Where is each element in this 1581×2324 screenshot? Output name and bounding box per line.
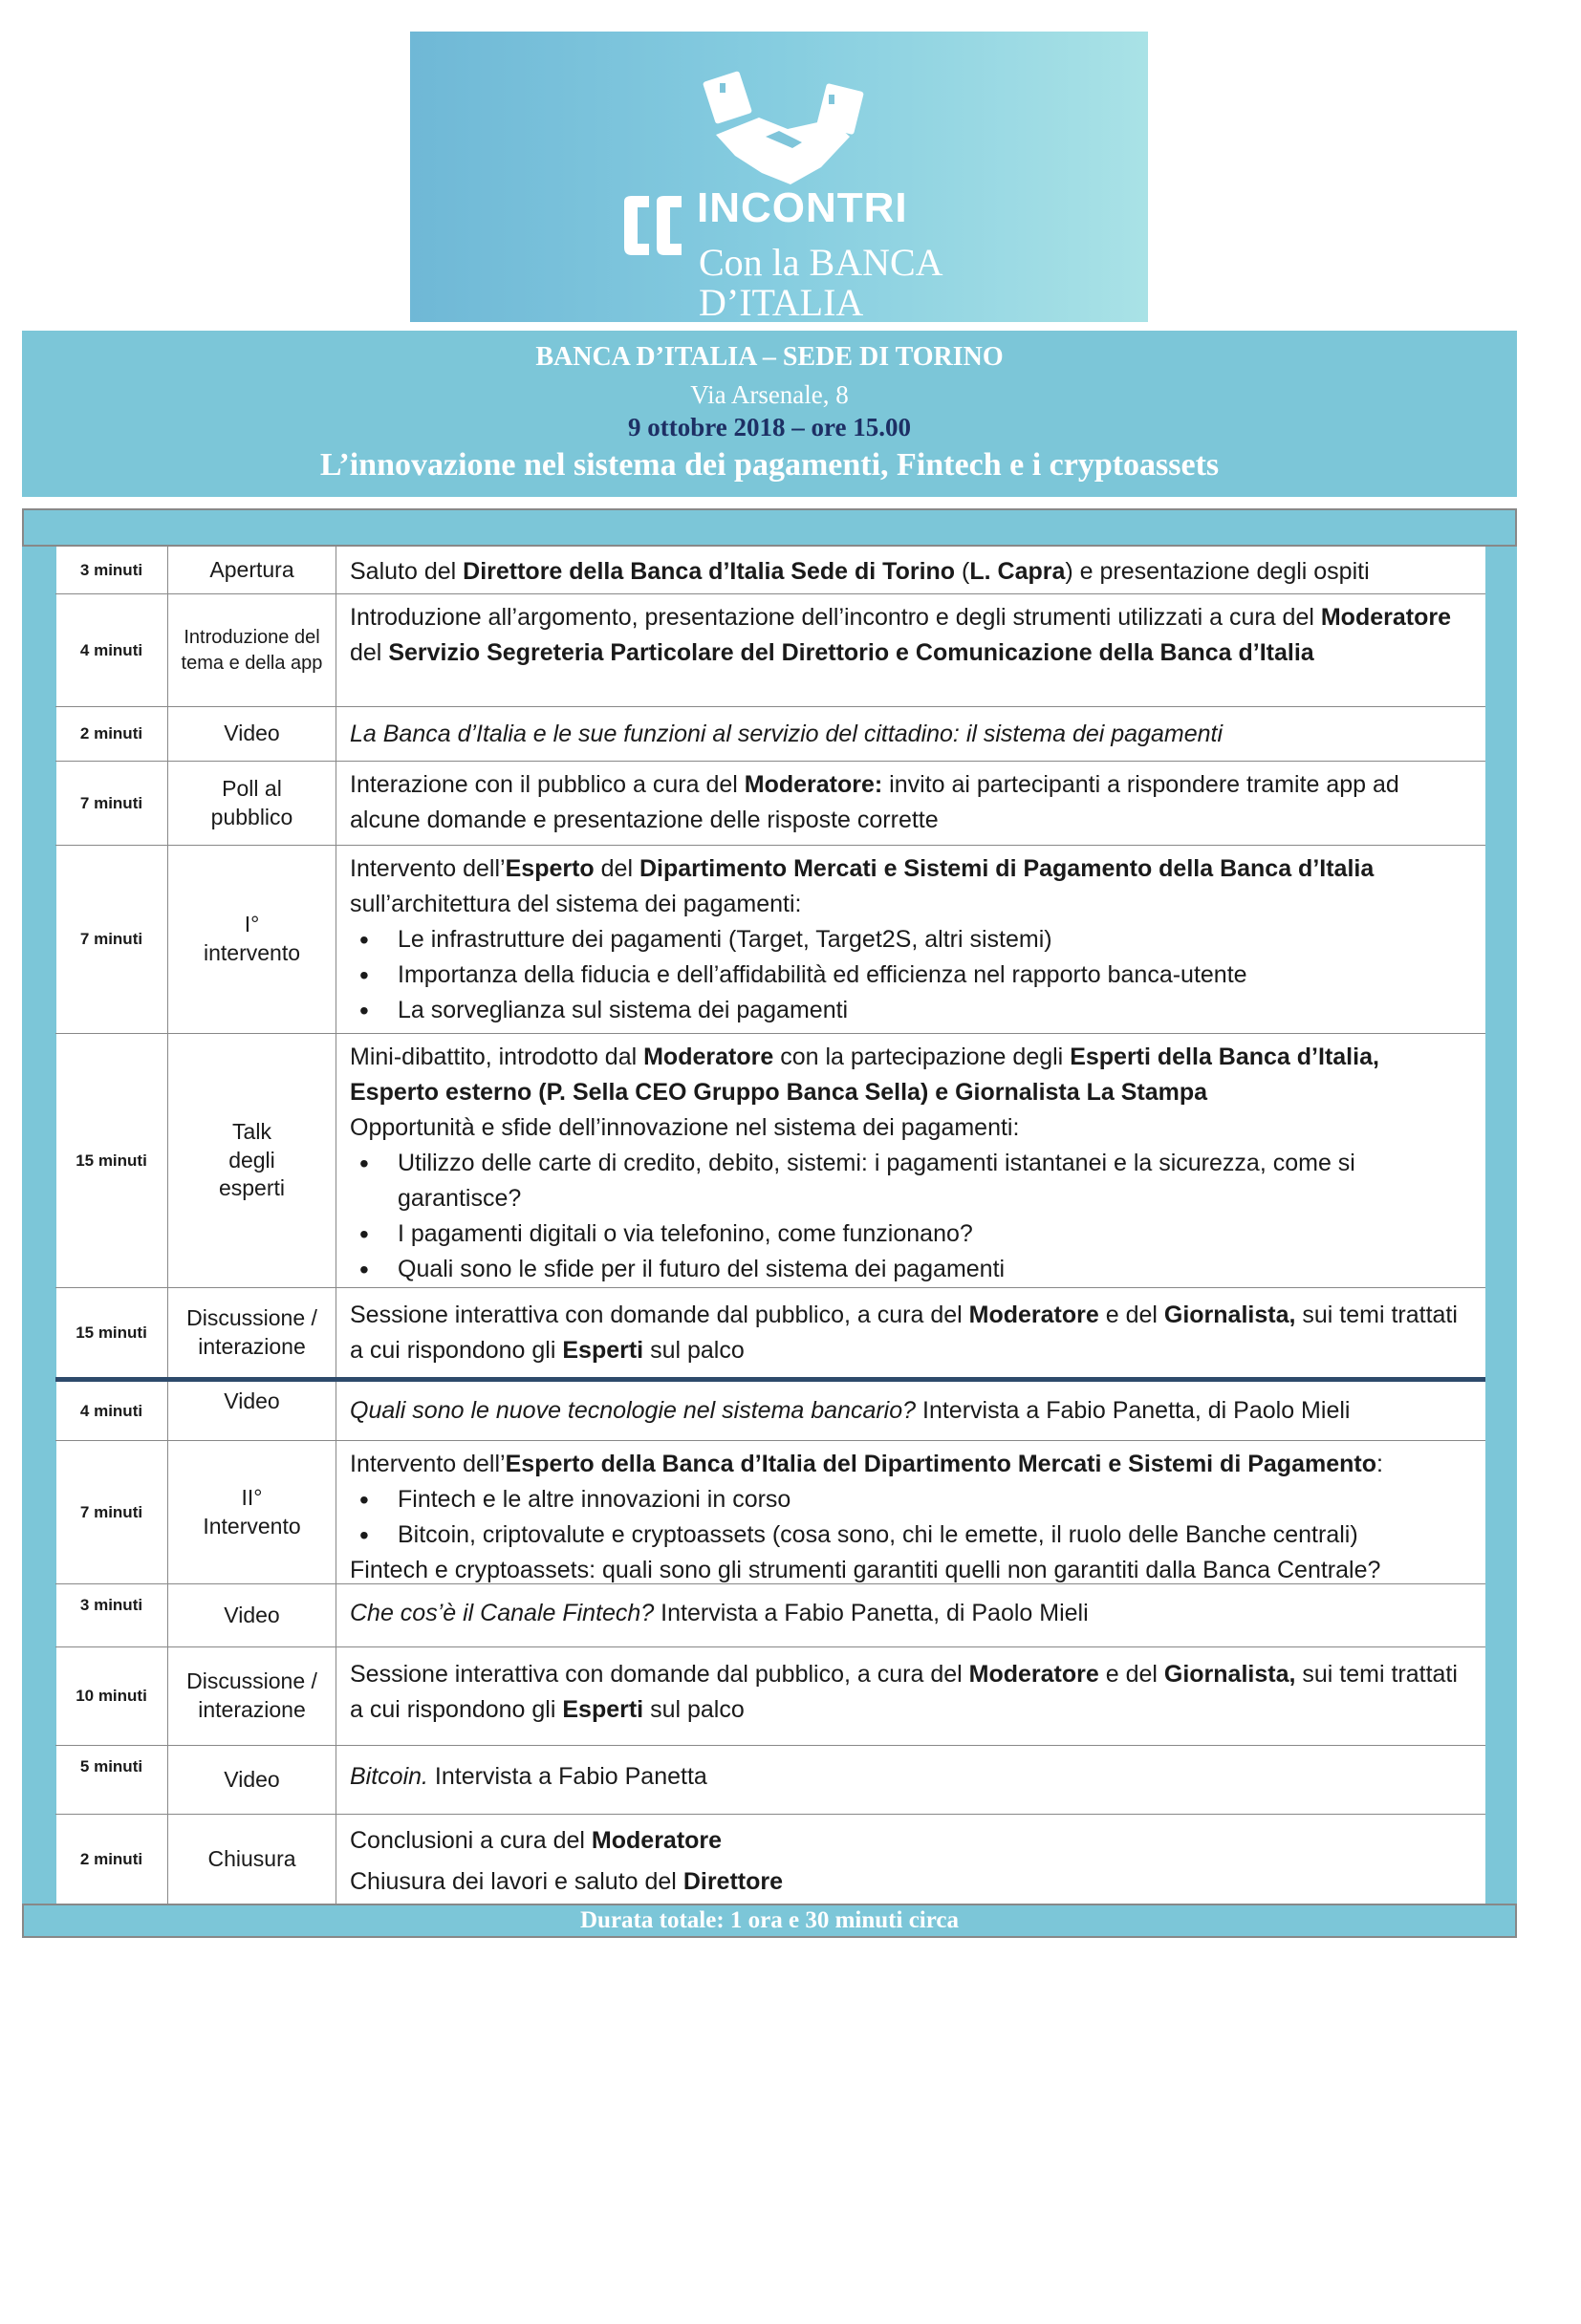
row-description: Interazione con il pubblico a cura del Moderatore: invito ai partecipanti a rispondere tramite app ad alcune domande e presentazione delle risposte corrette bbox=[350, 771, 1399, 833]
logo-line-ditalia: D’ITALIA bbox=[699, 281, 864, 322]
table-row bbox=[55, 707, 1485, 762]
table-row bbox=[55, 1382, 1485, 1441]
schedule-right-strip bbox=[1485, 547, 1517, 1904]
bullet-list bbox=[350, 922, 1472, 1028]
table-row bbox=[55, 1584, 1485, 1647]
bullet-list bbox=[350, 1482, 1472, 1553]
table-row bbox=[55, 1815, 1485, 1904]
row-type: Discussione / interazione bbox=[168, 1288, 336, 1377]
list-item: • Le infrastrutture dei pagamenti (Target, Target2S, altri sistemi) bbox=[398, 922, 1472, 958]
row-type: Poll al pubblico bbox=[168, 762, 336, 845]
row-description: Sessione interattiva con domande dal pubblico, a cura del Moderatore e del Giornalista, sui temi trattati a cui rispondono gli Esperti sul palco bbox=[350, 1661, 1458, 1723]
row-duration: 7 minuti bbox=[55, 1441, 168, 1583]
section-label-first: 2PRIMA PARTE bbox=[54, 1435, 73, 1560]
event-title: L’innovazione nel sistema dei pagamenti, Fintech e i cryptoassets bbox=[319, 447, 1220, 483]
row-description: Saluto del Direttore della Banca d’Italia Sede di Torino (L. Capra) e presentazione degli ospiti bbox=[350, 558, 1370, 585]
table-row bbox=[55, 846, 1485, 1034]
row-duration: 7 minuti bbox=[55, 762, 168, 845]
table-row bbox=[55, 762, 1485, 846]
row-duration: 7 minuti bbox=[55, 846, 168, 1033]
row-description: Conclusioni a cura del Moderatore Chiusura dei lavori e saluto del Direttore bbox=[350, 1827, 783, 1895]
row-type: Video bbox=[168, 1746, 336, 1814]
list-item: • Bitcoin, criptovalute e cryptoassets (cosa sono, chi le emette, il ruolo delle Banche centrali) bbox=[398, 1517, 1472, 1553]
row-description: Mini-dibattito, introdotto dal Moderatore con la partecipazione degli Esperti della Banca d’Italia, Esperto esterno (P. Sella CEO Gruppo Banca Sella) e Giornalista La Stampa Opportunità e sfide dell’innovazione nel sistema dei pagamenti: • Utilizzo delle carte di credito, debito, sistemi: i pagamenti istantanei e la sicurezza, come si garantisce? • I pagamenti digitali o via telefonino, come funzionano? • Quali sono le sfide per il futuro del sistema dei pagamenti bbox=[336, 1034, 1485, 1287]
table-row bbox=[55, 1288, 1485, 1377]
row-duration: 4 minuti bbox=[55, 594, 168, 706]
list-item: • Importanza della fiducia e dell’affidabilità ed efficienza nel rapporto banca-utente bbox=[398, 958, 1472, 993]
handshake-icon bbox=[687, 60, 878, 204]
row-duration: 2 minuti bbox=[55, 707, 168, 761]
section-side-strip bbox=[22, 547, 73, 2292]
row-description: Quali sono le nuove tecnologie nel sistema bancario? Intervista a Fabio Panetta, di Paolo Mieli bbox=[350, 1397, 1351, 1424]
venue-address: Via Arsenale, 8 bbox=[690, 380, 849, 409]
row-duration: 4 minuti bbox=[55, 1382, 168, 1440]
row-description: Bitcoin. Intervista a Fabio Panetta bbox=[350, 1763, 707, 1790]
quote-mark-icon bbox=[620, 192, 695, 259]
table-row bbox=[55, 1441, 1485, 1584]
row-type: Video bbox=[168, 1584, 336, 1646]
venue-title: BANCA D’ITALIA – SEDE DI TORINO bbox=[535, 342, 1004, 372]
row-description: Che cos’è il Canale Fintech? Intervista a Fabio Panetta, di Paolo Mieli bbox=[350, 1600, 1089, 1626]
row-type: Video bbox=[168, 1382, 336, 1440]
row-duration: 3 minuti bbox=[55, 1584, 168, 1646]
row-type: Discussione / interazione bbox=[168, 1647, 336, 1745]
bullet-list bbox=[350, 1146, 1472, 1287]
table-row bbox=[55, 1034, 1485, 1288]
row-description: Sessione interattiva con domande dal pubblico, a cura del Moderatore e del Giornalista, sui temi trattati a cui rispondono gli Esperti sul palco bbox=[350, 1302, 1458, 1364]
table-row bbox=[55, 547, 1485, 594]
row-type: Introduzione del tema e della app bbox=[168, 594, 336, 706]
row-duration: 3 minuti bbox=[55, 547, 168, 593]
incontri-logo bbox=[410, 32, 1148, 322]
section-label-second: SECONDA PARTE bbox=[54, 2150, 73, 2292]
list-item: • Utilizzo delle carte di credito, debito, sistemi: i pagamenti istantanei e la sicurezza, come si garantisce? bbox=[398, 1146, 1472, 1216]
logo-line-con-la-banca: Con la BANCA bbox=[699, 241, 943, 284]
row-type: Apertura bbox=[168, 547, 336, 593]
event-date: 9 ottobre 2018 – ore 15.00 bbox=[628, 413, 911, 441]
row-type: Talk degli esperti bbox=[168, 1034, 336, 1287]
row-type: II° Intervento bbox=[168, 1441, 336, 1583]
row-type: I° intervento bbox=[168, 846, 336, 1033]
row-duration: 15 minuti bbox=[55, 1288, 168, 1377]
list-item: • Fintech e le altre innovazioni in corso bbox=[398, 1482, 1472, 1517]
row-duration: 15 minuti bbox=[55, 1034, 168, 1287]
list-item: • La sorveglianza sul sistema dei pagamenti bbox=[398, 993, 1472, 1028]
row-type: Chiusura bbox=[168, 1815, 336, 1904]
logo-line-incontri: INCONTRI bbox=[697, 184, 908, 231]
row-duration: 5 minuti bbox=[55, 1746, 168, 1814]
table-row bbox=[55, 1647, 1485, 1746]
total-duration: Durata totale: 1 ora e 30 minuti circa bbox=[22, 1904, 1517, 1938]
row-description: Intervento dell’Esperto del Dipartimento Mercati e Sistemi di Pagamento della Banca d’Italia sull’architettura del sistema dei pagamenti: • Le infrastrutture dei pagamenti (Target, Target2S, altri sistemi) • Importanza della fiducia e dell’affidabilità ed efficienza nel rapporto banca-utente • La sorveglianza sul sistema dei pagamenti bbox=[336, 846, 1485, 1033]
list-item: • I pagamenti digitali o via telefonino, come funzionano? bbox=[398, 1216, 1472, 1252]
row-type: Video bbox=[168, 707, 336, 761]
row-duration: 2 minuti bbox=[55, 1815, 168, 1904]
list-item: • Quali sono le sfide per il futuro del sistema dei pagamenti bbox=[398, 1252, 1472, 1287]
table-row bbox=[55, 594, 1485, 707]
event-header bbox=[22, 331, 1517, 497]
row-duration: 10 minuti bbox=[55, 1647, 168, 1745]
table-row bbox=[55, 1746, 1485, 1815]
schedule-top-band bbox=[22, 508, 1517, 547]
row-description: La Banca d’Italia e le sue funzioni al servizio del cittadino: il sistema dei pagamenti bbox=[350, 721, 1224, 747]
row-description: Introduzione all’argomento, presentazione dell’incontro e degli strumenti utilizzati a cura del Moderatore del Servizio Segreteria Particolare del Direttorio e Comunicazione della Banca d’Italia bbox=[350, 604, 1451, 666]
row-description: Intervento dell’Esperto della Banca d’Italia del Dipartimento Mercati e Sistemi di Pagamento: • Fintech e le altre innovazioni in corso • Bitcoin, criptovalute e cryptoassets (cosa sono, chi le emette, il ruolo delle Banche centrali) Fintech e cryptoassets: quali sono gli strumenti garantiti quelli non garantiti dalla Banca Centrale? bbox=[336, 1441, 1485, 1583]
